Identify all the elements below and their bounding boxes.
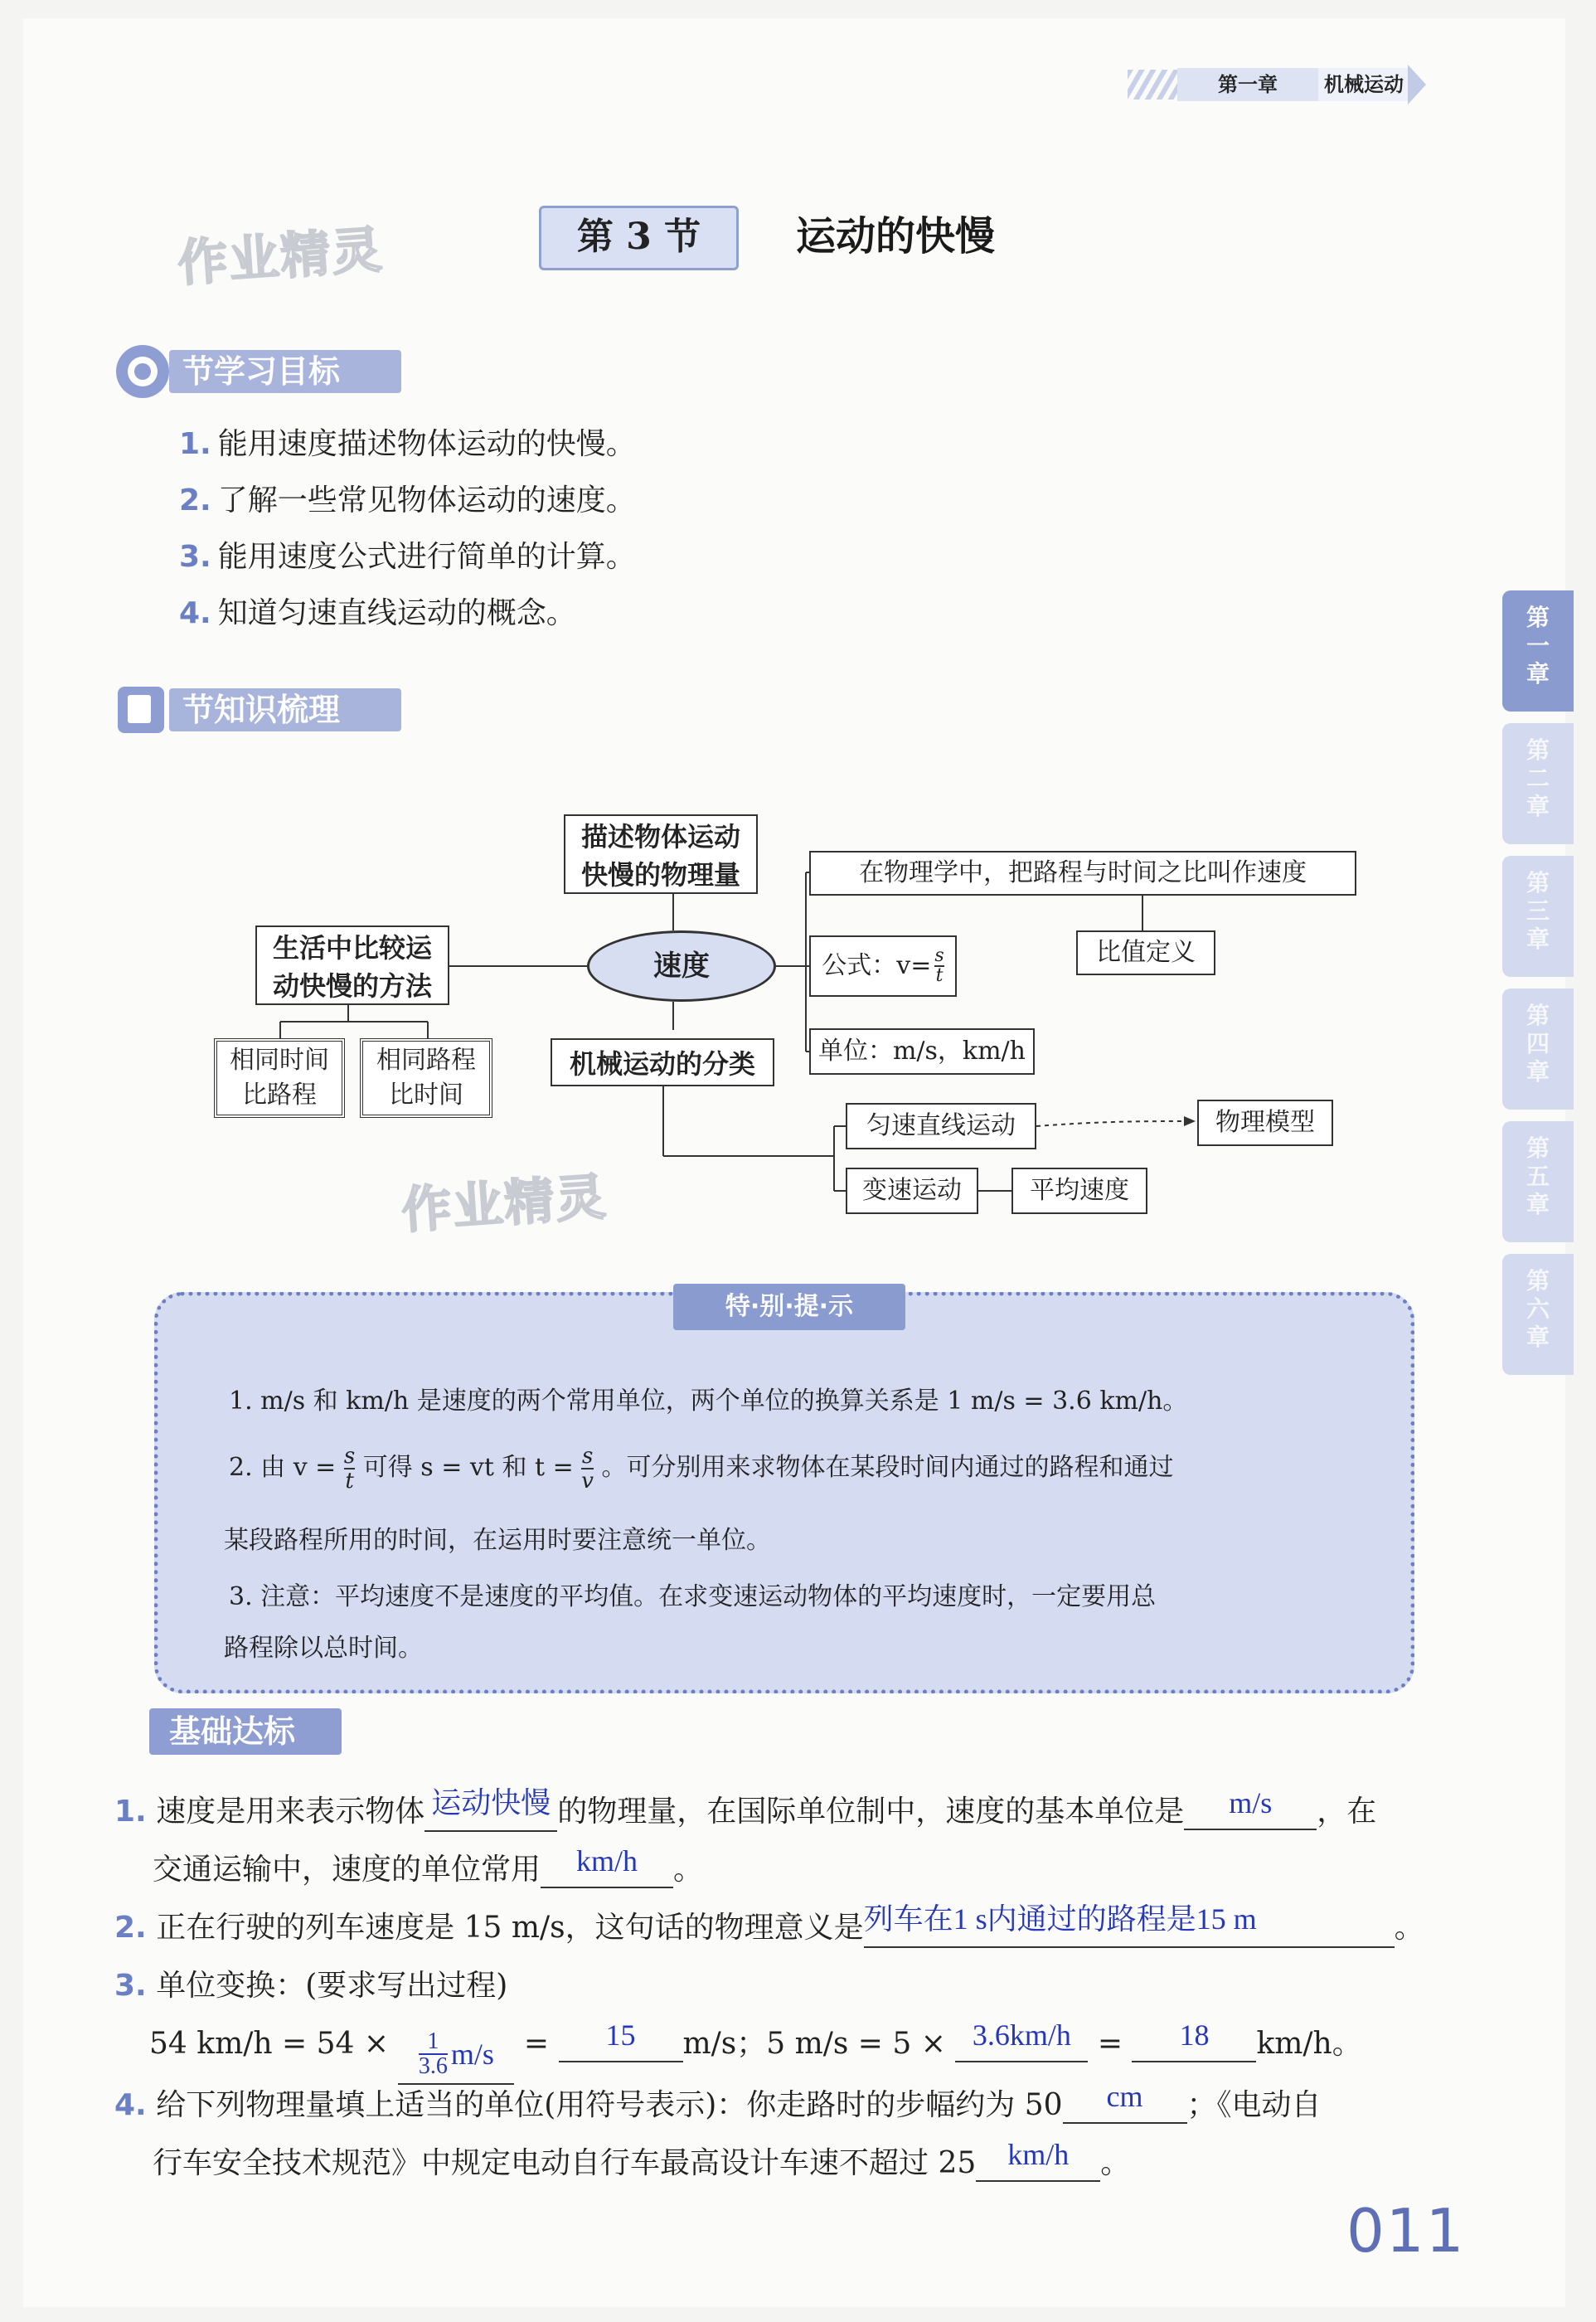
mindmap-node-average-speed: 平均速度 xyxy=(1011,1168,1147,1214)
mindmap-node-variable-motion: 变速运动 xyxy=(846,1168,978,1214)
mindmap-node-physical-model: 物理模型 xyxy=(1197,1100,1333,1146)
answer-blank[interactable]: 1 3.6 m/s xyxy=(398,2027,514,2085)
answer-blank[interactable]: km/h xyxy=(541,1852,673,1888)
question-1-cont: 交通运输中，速度的单位常用 km/h 。 xyxy=(153,1844,704,1887)
goals-heading xyxy=(116,345,406,398)
mindmap-center-speed: 速度 xyxy=(587,930,776,1002)
mindmap-node-same-time: 相同时间 比路程 xyxy=(214,1038,345,1118)
goals-heading-label: 节学习目标 xyxy=(169,350,401,393)
mindmap-node-methods: 生活中比较运 动快慢的方法 xyxy=(255,925,449,1005)
mindmap-node-unit: 单位：m/s，km/h xyxy=(809,1028,1035,1075)
special-tip-title: 特·别·提·示 xyxy=(673,1284,905,1330)
question-4-cont: 行车安全技术规范》中规定电动自行车最高设计车速不超过 25 km/h 。 xyxy=(153,2138,1131,2180)
goals-list xyxy=(179,416,636,642)
section-title: 运动的快慢 xyxy=(796,213,996,260)
tip-paragraph-1: 1. m/s 和 km/h 是速度的两个常用单位，两个单位的换算关系是 1 m/s = 3.6 km/h。 xyxy=(229,1387,1188,1416)
chapter-header xyxy=(1128,60,1443,109)
tab-chapter-3[interactable]: 第 三 章 xyxy=(1502,856,1574,977)
goal-item: 2. 了解一些常见物体运动的速度。 xyxy=(179,483,636,517)
mindmap-node-quantity: 描述物体运动 快慢的物理量 xyxy=(564,814,758,894)
answer-blank[interactable]: 列车在1 s内通过的路程是15 m xyxy=(864,1904,1395,1948)
tab-chapter-5[interactable]: 第 五 章 xyxy=(1502,1121,1574,1242)
mindmap-node-definition: 在物理学中，把路程与时间之比叫作速度 xyxy=(809,851,1356,896)
basic-heading: 基础达标 xyxy=(149,1708,342,1755)
answer-blank[interactable]: km/h xyxy=(976,2145,1100,2182)
answer-blank[interactable]: 运动快慢 xyxy=(424,1788,557,1832)
tip-paragraph-2-cont: 某段路程所用的时间，在运用时要注意统一单位。 xyxy=(224,1526,771,1555)
tab-chapter-1[interactable]: 第 一 章 xyxy=(1502,590,1574,712)
tip-paragraph-3-cont: 路程除以总时间。 xyxy=(224,1634,423,1663)
section-badge: 第 3 节 xyxy=(539,206,739,270)
mindmap-node-ratio-definition: 比值定义 xyxy=(1076,930,1215,975)
question-3-work: 54 km/h = 54 × 1 3.6 m/s = 15 m/s；5 m/s = 5 × 3.6km/h = 18 km/h。 xyxy=(149,2020,1362,2085)
tab-chapter-6[interactable]: 第 六 章 xyxy=(1502,1254,1574,1375)
tip-paragraph-2: 2. 由 v = $\frac{s}{t}$ 可得 s = vt 和 t = $\frac{s}{v}$ 。可分别用来求物体在某段时间内通过的路程和通过 xyxy=(229,1444,1174,1494)
answer-blank[interactable]: cm xyxy=(1063,2087,1187,2124)
target-icon xyxy=(116,345,169,398)
notebook-icon xyxy=(118,687,164,733)
tab-chapter-4[interactable]: 第 四 章 xyxy=(1502,989,1574,1110)
watermark: 作业精灵 xyxy=(176,221,386,294)
answer-blank[interactable]: 3.6km/h xyxy=(955,2026,1088,2062)
knowledge-heading-label: 节知识梳理 xyxy=(169,688,401,731)
goal-item: 3. 能用速度公式进行简单的计算。 xyxy=(179,540,636,574)
mindmap-node-uniform-motion: 匀速直线运动 xyxy=(846,1103,1036,1149)
mindmap-node-classification: 机械运动的分类 xyxy=(551,1038,774,1086)
page-number: 011 xyxy=(1346,2196,1466,2266)
knowledge-heading xyxy=(116,683,406,736)
header-chapter: 第一章 xyxy=(1177,68,1318,101)
goal-item: 1. 能用速度描述物体运动的快慢。 xyxy=(179,427,636,461)
header-stripes xyxy=(1128,70,1177,100)
goal-item: 4. 知道匀速直线运动的概念。 xyxy=(179,596,576,630)
question-1: 1. 速度是用来表示物体 运动快慢 的物理量，在国际单位制中，速度的基本单位是 m/s ，在 xyxy=(114,1788,1376,1832)
answer-blank[interactable]: 18 xyxy=(1132,2026,1256,2062)
chevron-right-icon xyxy=(1408,65,1426,104)
mindmap-node-formula: 公式：v= $\frac{s}{t}$ xyxy=(809,935,957,997)
answer-blank[interactable]: m/s xyxy=(1184,1794,1317,1830)
header-title: 机械运动 xyxy=(1318,68,1409,101)
question-3: 3. 单位变换：(要求写出过程) xyxy=(114,1969,508,2003)
question-4: 4. 给下列物理量填上适当的单位(用符号表示)：你走路时的步幅约为 50 cm ；《电动自 xyxy=(114,2080,1322,2122)
question-2: 2. 正在行驶的列车速度是 15 m/s，这句话的物理意义是列车在1 s内通过的路程是15 m 。 xyxy=(114,1904,1424,1948)
tip-paragraph-3: 3. 注意：平均速度不是速度的平均值。在求变速运动物体的平均速度时，一定要用总 xyxy=(229,1582,1157,1611)
tab-chapter-2[interactable]: 第 二 章 xyxy=(1502,723,1574,844)
watermark: 作业精灵 xyxy=(400,1168,609,1241)
answer-blank[interactable]: 15 xyxy=(559,2026,683,2062)
mindmap-node-same-distance: 相同路程 比时间 xyxy=(360,1038,492,1118)
